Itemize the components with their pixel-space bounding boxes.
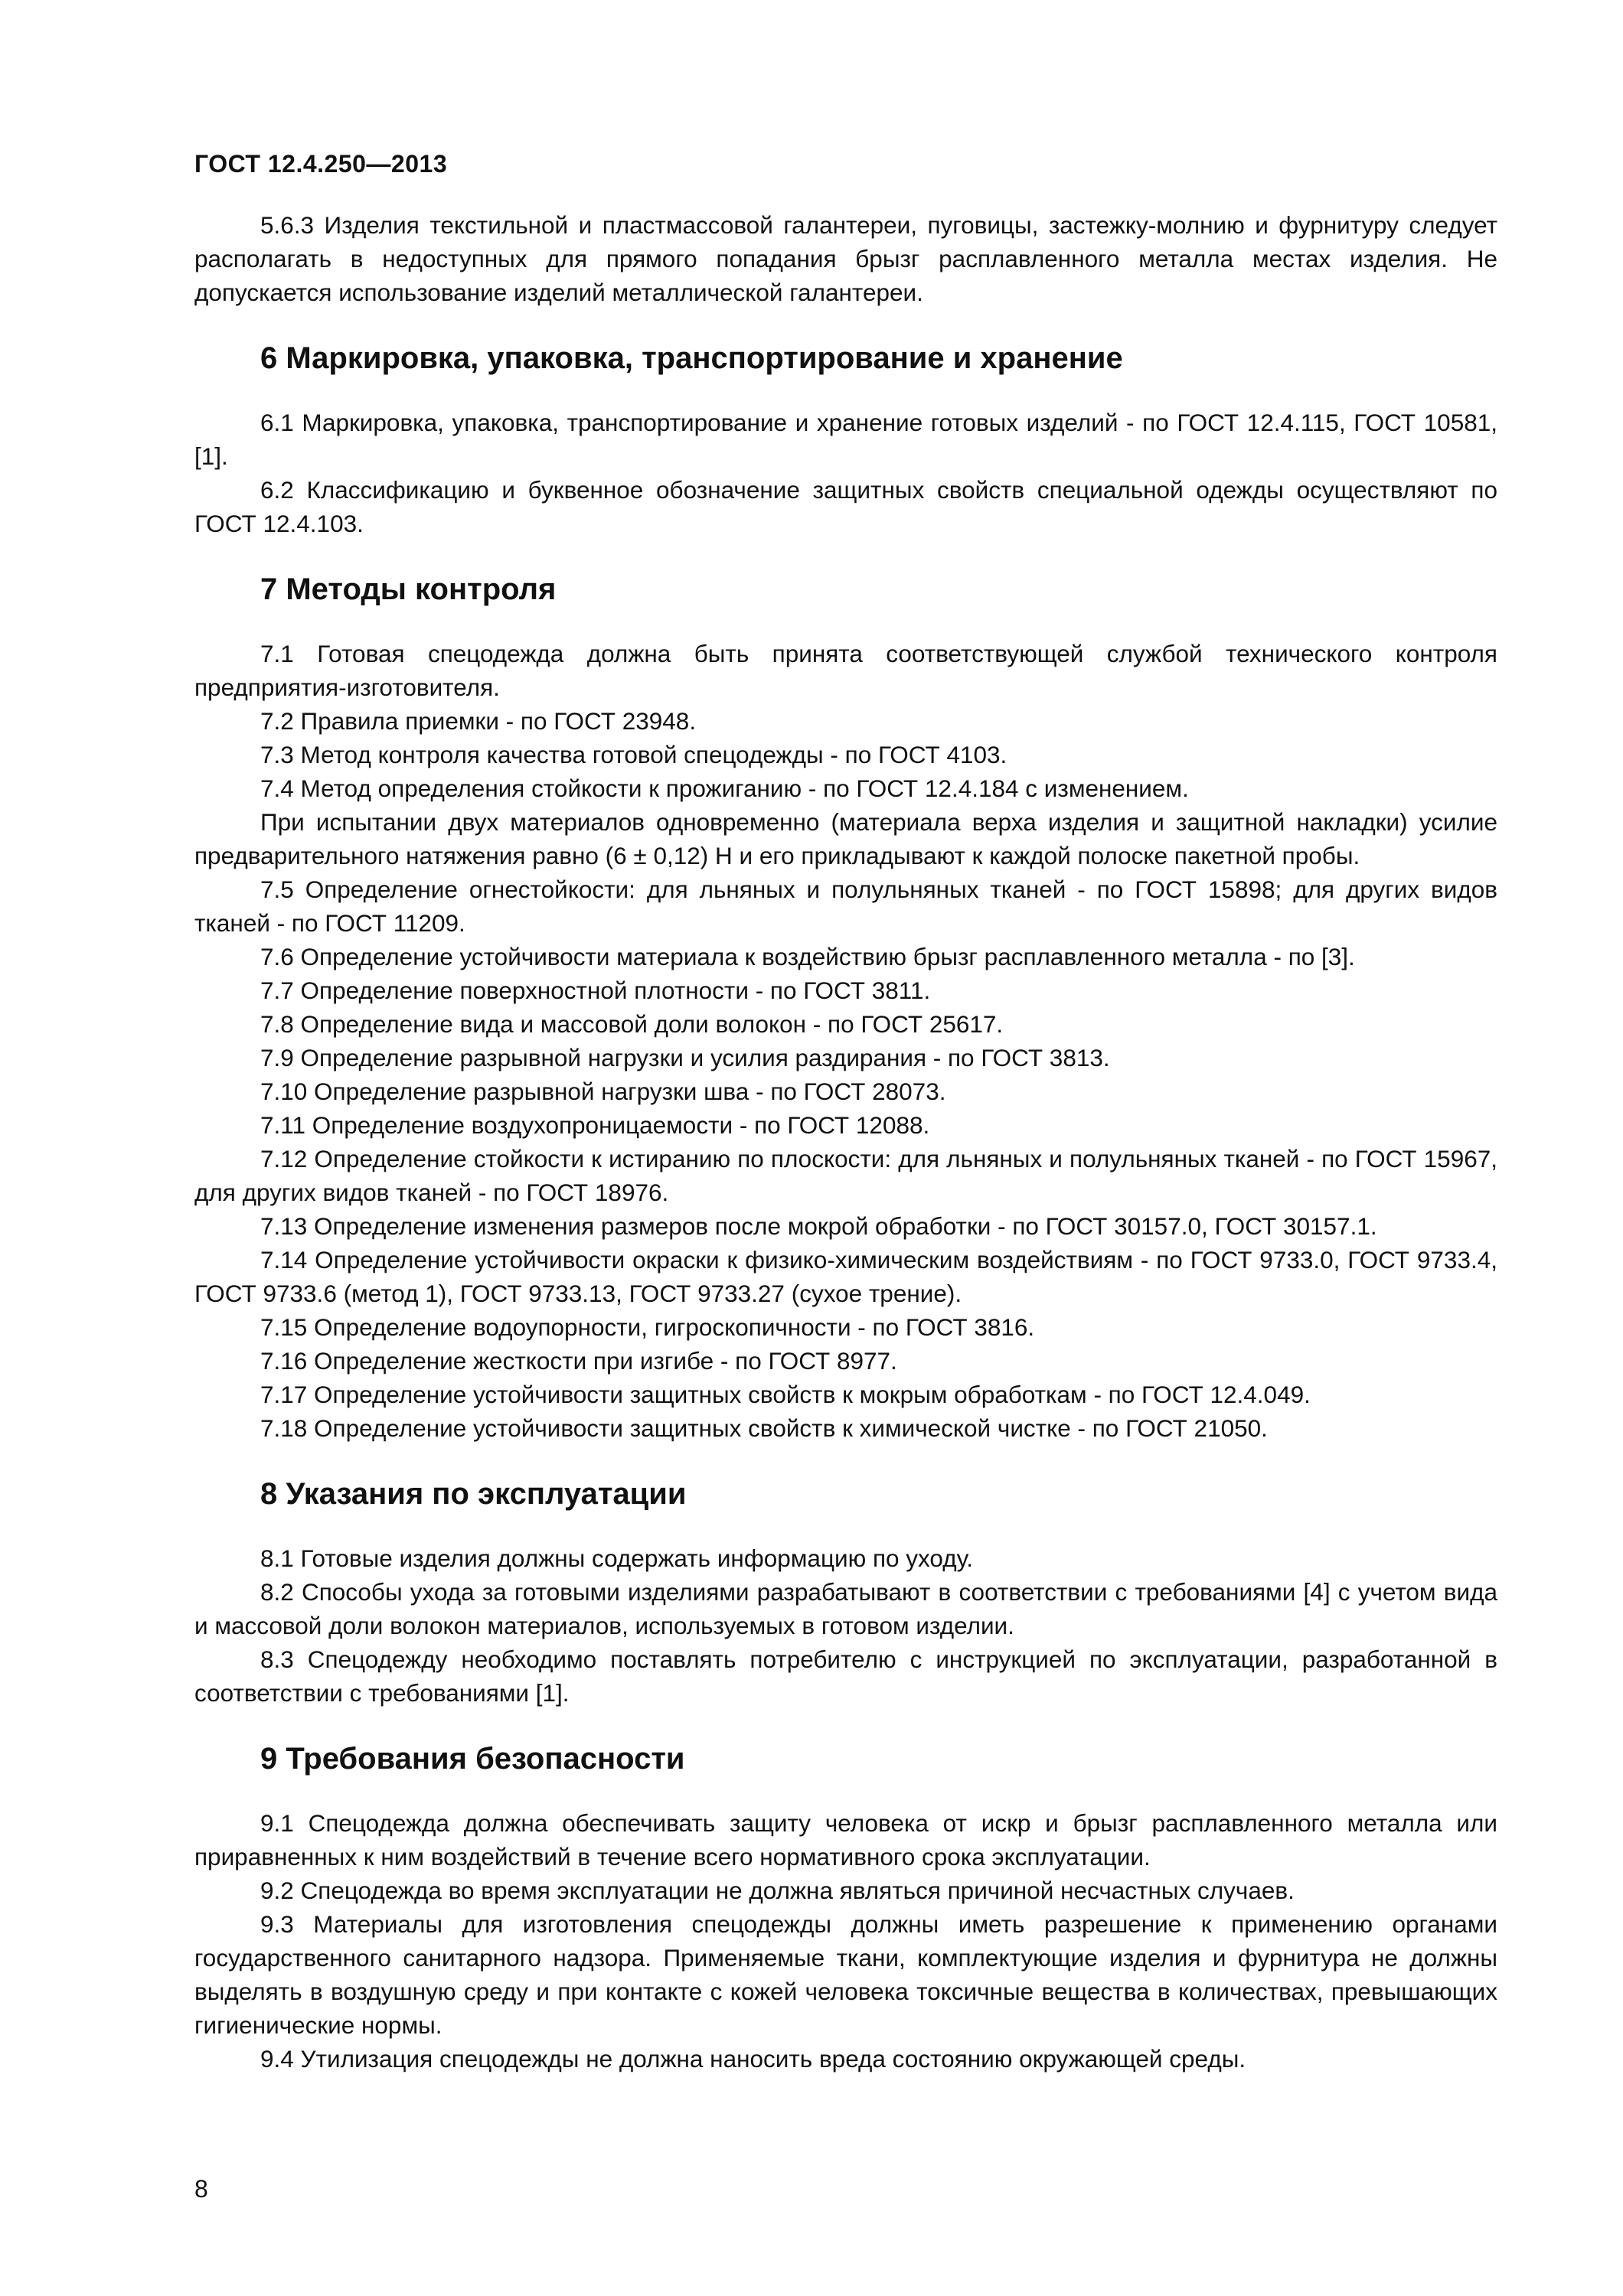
paragraph-7-3: 7.3 Метод контроля качества готовой спецодежды - по ГОСТ 4103. [260, 741, 1007, 768]
paragraph-8-2: 8.2 Способы ухода за готовыми изделиями разрабатывают в соответствии с требованиями [4] с учетом вида и массовой доли волокон материалов, используемых в готовом изделии. [194, 1578, 1497, 1639]
paragraph-8-1: 8.1 Готовые изделия должны содержать информацию по уходу. [260, 1544, 973, 1572]
paragraph-7-18: 7.18 Определение устойчивости защитных свойств к химической чистке - по ГОСТ 21050. [260, 1414, 1268, 1442]
section-heading-8: 8 Указания по эксплуатации [260, 1477, 687, 1511]
paragraph-5-6-3: 5.6.3 Изделия текстильной и пластмассовой галантереи, пуговицы, застежку-молнию и фурнитуру следует располагать в недоступных для прямого попадания брызг расплавленного металла местах изделия. Не допускается использование изделий металлической галантереи. [194, 211, 1497, 306]
paragraph-7-14: 7.14 Определение устойчивости окраски к физико-химическим воздействиям - по ГОСТ 9733.0, ГОСТ 9733.4, ГОСТ 9733.6 (метод 1), ГОСТ 9733.13, ГОСТ 9733.27 (сухое трение). [194, 1246, 1497, 1307]
section-heading-9: 9 Требования безопасности [260, 1742, 685, 1776]
paragraph-7-15: 7.15 Определение водоупорности, гигроскопичности - по ГОСТ 3816. [260, 1313, 1035, 1341]
paragraph-7-11: 7.11 Определение воздухопроницаемости - по ГОСТ 12088. [260, 1111, 930, 1139]
paragraph-6-1: 6.1 Маркировка, упаковка, транспортирование и хранение готовых изделий - по ГОСТ 12.4.115, ГОСТ 10581, [1]. [194, 409, 1497, 470]
paragraph-7-9: 7.9 Определение разрывной нагрузки и усилия раздирания - по ГОСТ 3813. [260, 1044, 1110, 1071]
paragraph-9-3: 9.3 Материалы для изготовления спецодежды должны иметь разрешение к применению органами государственного санитарного надзора. Применяемые ткани, комплектующие изделия и фурнитура не должны выделять в воздушную среду и при контакте с кожей человека токсичные вещества в количествах, превышающих гигиенические нормы. [194, 1910, 1497, 2039]
paragraph-7-4-note: При испытании двух материалов одновременно (материала верха изделия и защитной накладки) усилие предварительного натяжения равно (6 ± 0,12) Н и его прикладывают к каждой полоске пакетной пробы. [194, 808, 1497, 869]
section-heading-6: 6 Маркировка, упаковка, транспортирование и хранение [260, 341, 1123, 375]
paragraph-7-12: 7.12 Определение стойкости к истиранию по плоскости: для льняных и полульняных тканей - по ГОСТ 15967, для других видов тканей - по ГОСТ 18976. [194, 1145, 1497, 1206]
paragraph-7-7: 7.7 Определение поверхностной плотности - по ГОСТ 3811. [260, 977, 931, 1004]
paragraph-9-4: 9.4 Утилизация спецодежды не должна наносить вреда состоянию окружающей среды. [260, 2045, 1246, 2073]
paragraph-7-4: 7.4 Метод определения стойкости к прожиганию - по ГОСТ 12.4.184 с изменением. [260, 775, 1189, 802]
paragraph-7-10: 7.10 Определение разрывной нагрузки шва - по ГОСТ 28073. [260, 1078, 946, 1105]
paragraph-9-1: 9.1 Спецодежда должна обеспечивать защиту человека от искр и брызг расплавленного металла или приравненных к ним воздействий в течение всего нормативного срока эксплуатации. [194, 1809, 1497, 1870]
paragraph-7-13: 7.13 Определение изменения размеров после мокрой обработки - по ГОСТ 30157.0, ГОСТ 30157.1. [260, 1212, 1377, 1240]
document-id-header: ГОСТ 12.4.250—2013 [194, 150, 448, 178]
paragraph-7-6: 7.6 Определение устойчивости материала к воздействию брызг расплавленного металла - по [3]. [260, 943, 1355, 970]
document-body [194, 208, 1497, 2076]
paragraph-7-5: 7.5 Определение огнестойкости: для льняных и полульняных тканей - по ГОСТ 15898; для других видов тканей - по ГОСТ 11209. [194, 876, 1497, 937]
paragraph-7-17: 7.17 Определение устойчивости защитных свойств к мокрым обработкам - по ГОСТ 12.4.049. [260, 1381, 1311, 1408]
page-number: 8 [194, 2175, 208, 2203]
paragraph-7-2: 7.2 Правила приемки - по ГОСТ 23948. [260, 707, 697, 735]
section-heading-7: 7 Методы контроля [260, 572, 557, 606]
paragraph-7-16: 7.16 Определение жесткости при изгибе - по ГОСТ 8977. [260, 1347, 897, 1375]
paragraph-6-2: 6.2 Классификацию и буквенное обозначение защитных свойств специальной одежды осуществляют по ГОСТ 12.4.103. [194, 476, 1497, 537]
paragraph-9-2: 9.2 Спецодежда во время эксплуатации не должна являться причиной несчастных случаев. [260, 1877, 1295, 1904]
paragraph-7-8: 7.8 Определение вида и массовой доли волокон - по ГОСТ 25617. [260, 1010, 1004, 1038]
paragraph-7-1: 7.1 Готовая спецодежда должна быть принята соответствующей службой технического контроля предприятия-изготовителя. [194, 640, 1497, 701]
paragraph-8-3: 8.3 Спецодежду необходимо поставлять потребителю с инструкцией по эксплуатации, разработанной в соответствии с требованиями [1]. [194, 1645, 1497, 1707]
